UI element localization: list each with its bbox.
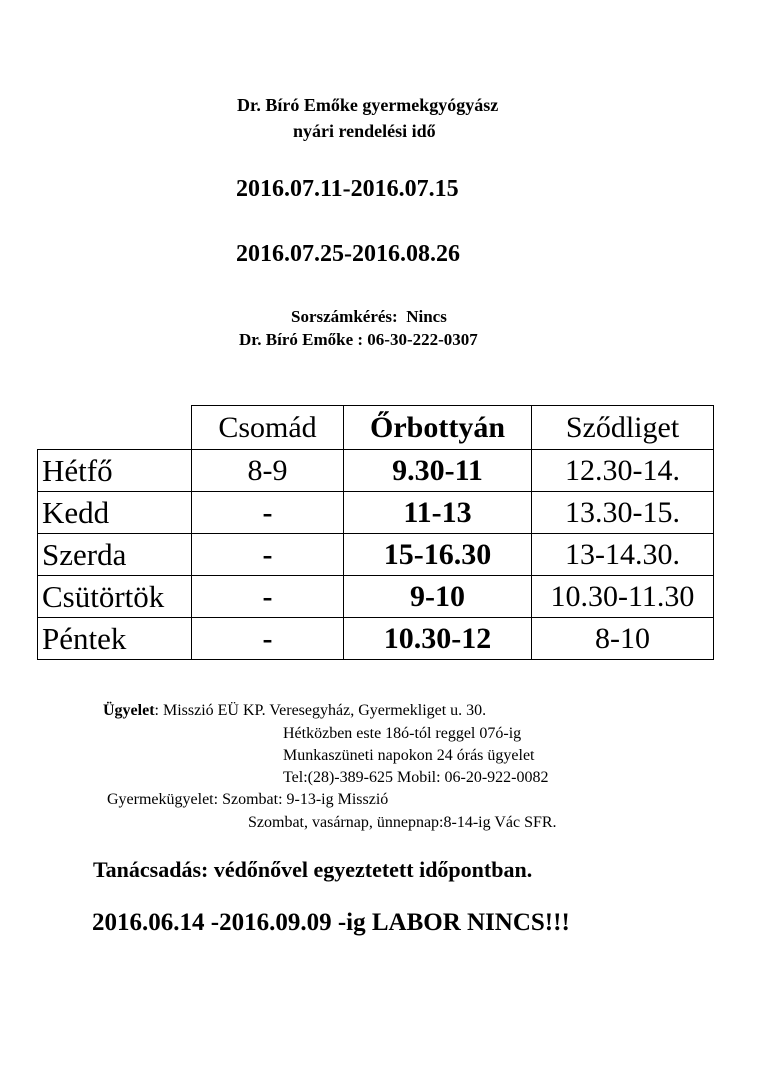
- ugyelet-line-3: Munkaszüneti napokon 24 órás ügyelet: [283, 747, 535, 764]
- ugyelet-phone: Tel:(28)-389-625 Mobil: 06-20-922-0082: [283, 769, 549, 786]
- ugyelet-label: Ügyelet: [103, 702, 155, 719]
- doctor-title: Dr. Bíró Emőke gyermekgyógyász: [237, 95, 499, 115]
- szodliget-cell: 13-14.30.: [532, 534, 714, 576]
- period-2: 2016.07.25-2016.08.26: [236, 241, 460, 267]
- weekend-line: Szombat, vasárnap, ünnepnap:8-14-ig Vác SFR.: [248, 814, 557, 831]
- day-cell: Péntek: [38, 618, 192, 660]
- szodliget-cell: 13.30-15.: [532, 492, 714, 534]
- csomad-cell: -: [192, 492, 344, 534]
- period-1: 2016.07.11-2016.07.15: [236, 176, 459, 202]
- szodliget-cell: 12.30-14.: [532, 450, 714, 492]
- table-row: [38, 576, 714, 618]
- table-row: [38, 534, 714, 576]
- sorszam-label: Sorszámkérés:: [291, 307, 398, 326]
- schedule-subtitle: nyári rendelési idő: [293, 121, 436, 141]
- csomad-cell: -: [192, 576, 344, 618]
- table-row: [38, 492, 714, 534]
- csomad-cell: -: [192, 534, 344, 576]
- ugyelet-address: : Misszió EÜ KP. Veresegyház, Gyermekliget u. 30.: [154, 702, 487, 719]
- szodliget-cell: 10.30-11.30: [532, 576, 714, 618]
- orbottyan-cell: 9.30-11: [344, 450, 532, 492]
- table-row: [38, 618, 714, 660]
- table-header-row: [38, 406, 714, 450]
- orbottyan-cell: 10.30-12: [344, 618, 532, 660]
- doctor-phone: Dr. Bíró Emőke : 06-30-222-0307: [239, 330, 478, 349]
- sorszam-line: [291, 307, 447, 327]
- day-cell: Hétfő: [38, 450, 192, 492]
- sorszam-value: Nincs: [406, 307, 447, 326]
- szodliget-cell: 8-10: [532, 618, 714, 660]
- column-header-orbottyan: Őrbottyán: [344, 406, 532, 450]
- day-cell: Csütörtök: [38, 576, 192, 618]
- schedule-table: [37, 405, 714, 660]
- gyermekugyelet-line: Gyermekügyelet: Szombat: 9-13-ig Misszió: [107, 791, 389, 808]
- orbottyan-cell: 11-13: [344, 492, 532, 534]
- orbottyan-cell: 15-16.30: [344, 534, 532, 576]
- column-header-csomad: Csomád: [192, 406, 344, 450]
- column-header-szodliget: Sződliget: [532, 406, 714, 450]
- tanacsadas-note: Tanácsadás: védőnővel egyeztetett időpontban.: [93, 857, 533, 882]
- labor-notice: 2016.06.14 -2016.09.09 -ig LABOR NINCS!!!: [92, 909, 570, 936]
- orbottyan-cell: 9-10: [344, 576, 532, 618]
- day-cell: Szerda: [38, 534, 192, 576]
- csomad-cell: 8-9: [192, 450, 344, 492]
- ugyelet-line-1: [103, 702, 486, 720]
- table-row: [38, 450, 714, 492]
- csomad-cell: -: [192, 618, 344, 660]
- table-corner: [38, 406, 192, 450]
- day-cell: Kedd: [38, 492, 192, 534]
- ugyelet-line-2: Hétközben este 18ó-tól reggel 07ó-ig: [283, 725, 522, 742]
